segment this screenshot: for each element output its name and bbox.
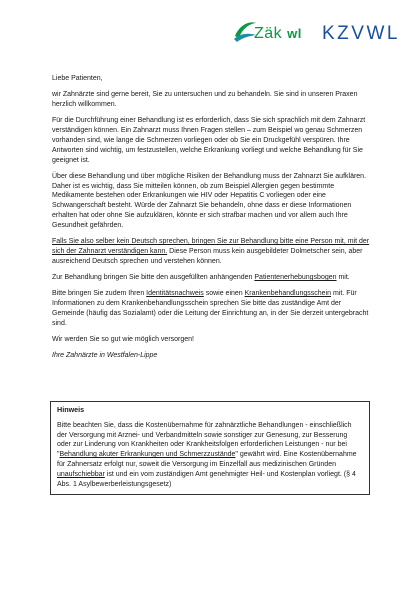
paragraph-questionnaire: Zur Behandlung bringen Sie bitte den ausgefüllten anhängenden Patientenerhebungsbogen mit. bbox=[52, 274, 350, 282]
notice-text: Bitte beachten Sie, dass die Kostenübernahme für zahnärztliche Behandlungen - einschließlich der Versorgung mit Arznei- und Verbandmitteln sowie sonstiger zur Genesung, zur Besserung oder zur Linderung von Krankheiten oder Krankheitsfolgen erforderlichen Leistungen - nur bei "Behandlung akuter Erkrankungen und Schmerzzustände" gewährt wird. Eine Kostenübernahme für Zahnersatz erfolgt nur, soweit die Versorgung im Einzelfall aus medizinischen Gründen unaufschiebbar ist und ein vom zuständigen Amt genehmigter Heil- und Kostenplan vorliegt. (§ 4 Abs. 1 Asylbewerberleistungsgesetz) bbox=[57, 421, 357, 488]
paragraph-risks: Über diese Behandlung und über mögliche Risiken der Behandlung muss der Zahnarzt Sie aufklären. Daher ist es wichtig, dass Sie mitteilen können, ob zum Beispiel Allergien gegen bestimmte Medikamente bestehen oder Erkrankungen wie HIV oder Hepatitis C vorliegen oder eine Schwangerschaft besteht. Würde der Zahnarzt Sie behandeln, ohne dass er diese Informationen erhalten hat oder ohne Sie aufzuklären, könnte er sich strafbar machen und vor allem auch Ihre Gesundheit gefährden. bbox=[52, 172, 367, 229]
notice-title: Hinweis bbox=[57, 405, 85, 414]
paragraph-documents: Bitte bringen Sie zudem Ihren Identitätsnachweis sowie einen Krankenbehandlungsschein mit. Für Informationen zu dem Krankenbehandlungsschein sprechen Sie bitte das zuständige Amt der Gemeinde (häufig das Sozialamt) oder die Leitung der Einrichtung an, in der Sie derzeit untergebracht sind. bbox=[52, 290, 369, 327]
acute-treatment-link[interactable]: Behandlung akuter Erkrankungen und Schmerzzustände bbox=[59, 451, 236, 459]
paragraph-welcome: wir Zahnärzte sind gerne bereit, Sie zu untersuchen und zu behandeln. Sie sind in unseren Praxen herzlich willkommen. bbox=[52, 91, 358, 109]
urgent-term: unaufschiebbar bbox=[57, 470, 105, 478]
notice-box bbox=[50, 401, 370, 495]
id-document-link[interactable]: Identitätsnachweis bbox=[146, 290, 204, 298]
letter-body bbox=[52, 74, 372, 368]
zakwl-logo-text: Zäk wl bbox=[254, 25, 302, 42]
signature: Ihre Zahnärzte in Westfalen-Lippe bbox=[52, 352, 158, 360]
questionnaire-link[interactable]: Patientenerhebungsbogen bbox=[254, 274, 337, 282]
kzvwl-logo-text: KZVWL bbox=[322, 23, 400, 44]
paragraph-closing: Wir werden Sie so gut wie möglich versorgen! bbox=[52, 336, 195, 344]
paragraph-interpreter: Falls Sie also selber kein Deutsch sprechen, bringen Sie zur Behandlung bitte eine Person mit, mit der sich der Zahnarzt verständigen kann. Diese Person muss kein ausgebildeter Dolmetscher sein, aber ausreichend Deutsch sprechen und verstehen können. bbox=[52, 238, 370, 265]
paragraph-communication: Für die Durchführung einer Behandlung ist es erforderlich, dass Sie sich sprachlich mit dem Zahnarzt verständigen können. Ein Zahnarzt muss Ihnen Fragen stellen – zum Beispiel wo genau Schmerzen vorhanden sind, wie lange die Schmerzen vorliegen oder ob Sie ein Druckgefühl verspüren. Ihre Antworten sind wichtig, um festzustellen, welche Erkrankung vorliegt und welche Behandlung für Sie geeignet ist. bbox=[52, 117, 366, 164]
treatment-certificate-link[interactable]: Krankenbehandlungsschein bbox=[244, 290, 332, 298]
header-logos bbox=[232, 18, 402, 50]
greeting: Liebe Patienten, bbox=[52, 75, 103, 82]
